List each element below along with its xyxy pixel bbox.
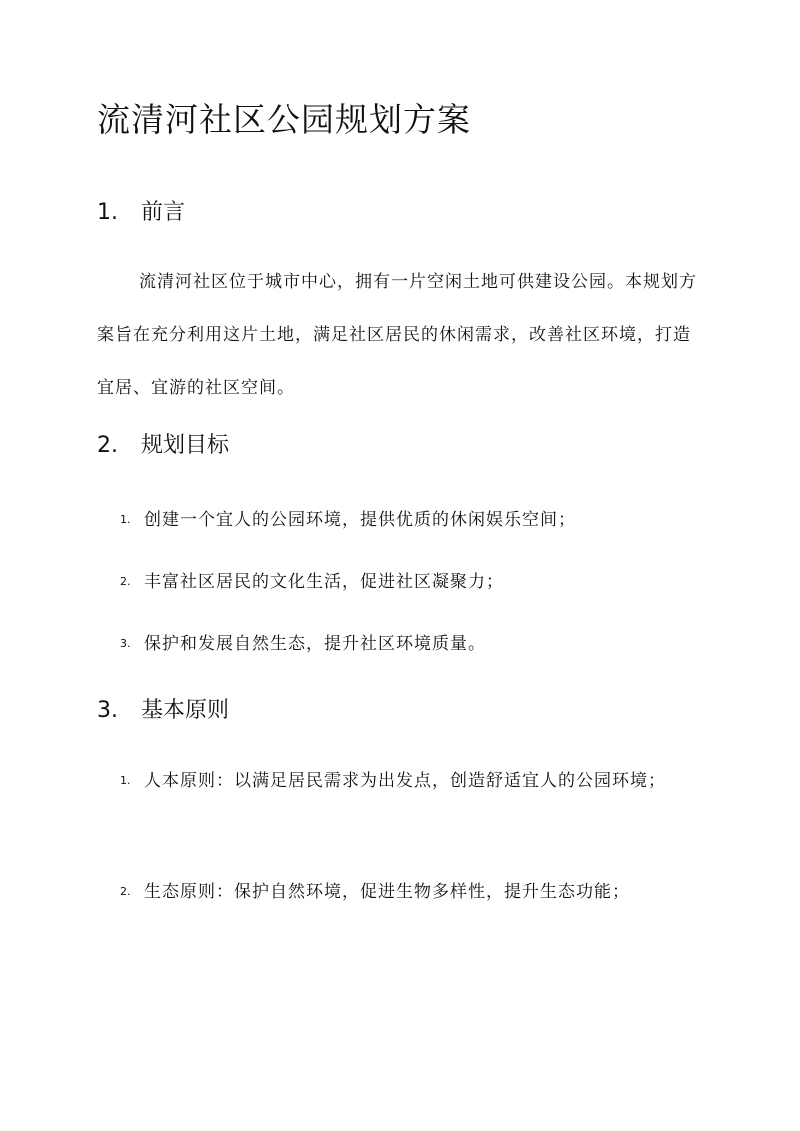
list-item-text: 丰富社区居民的文化生活，促进社区凝聚力； [144, 572, 504, 592]
section-heading-goals [97, 431, 229, 461]
list-marker: 1. [120, 774, 131, 787]
goal-list-item [120, 567, 700, 611]
section-title: 前言 [141, 200, 186, 225]
list-item-text: 生态原则：保护自然环境，促进生物多样性，提升生态功能； [144, 882, 630, 902]
list-marker: 2. [120, 575, 131, 588]
section-heading-principles [97, 696, 229, 726]
section-number: 2. [97, 433, 118, 458]
section-number: 3. [97, 698, 118, 723]
list-marker: 1. [120, 513, 131, 526]
goal-list-item [120, 505, 700, 549]
list-marker: 3. [120, 637, 131, 650]
list-item-text: 创建一个宜人的公园环境，提供优质的休闲娱乐空间； [144, 510, 576, 530]
section-number: 1. [97, 200, 118, 225]
goal-list-item [120, 629, 700, 673]
preface-paragraph: 流清河社区位于城市中心，拥有一片空闲土地可供建设公园。本规划方案旨在充分利用这片土地，满足社区居民的休闲需求，改善社区环境，打造宜居、宜游的社区空间。 [97, 272, 697, 398]
list-marker: 2. [120, 885, 131, 898]
list-item-text: 人本原则：以满足居民需求为出发点，创造舒适宜人的公园环境； [144, 771, 666, 791]
section-title: 基本原则 [141, 698, 230, 723]
list-item-text: 保护和发展自然生态，提升社区环境质量。 [144, 634, 486, 654]
document-title: 流清河社区公园规划方案 [97, 100, 471, 139]
section-heading-preface [97, 198, 185, 228]
principle-list-item [120, 877, 700, 921]
section-title: 规划目标 [141, 433, 230, 458]
principle-list-item [120, 766, 700, 810]
